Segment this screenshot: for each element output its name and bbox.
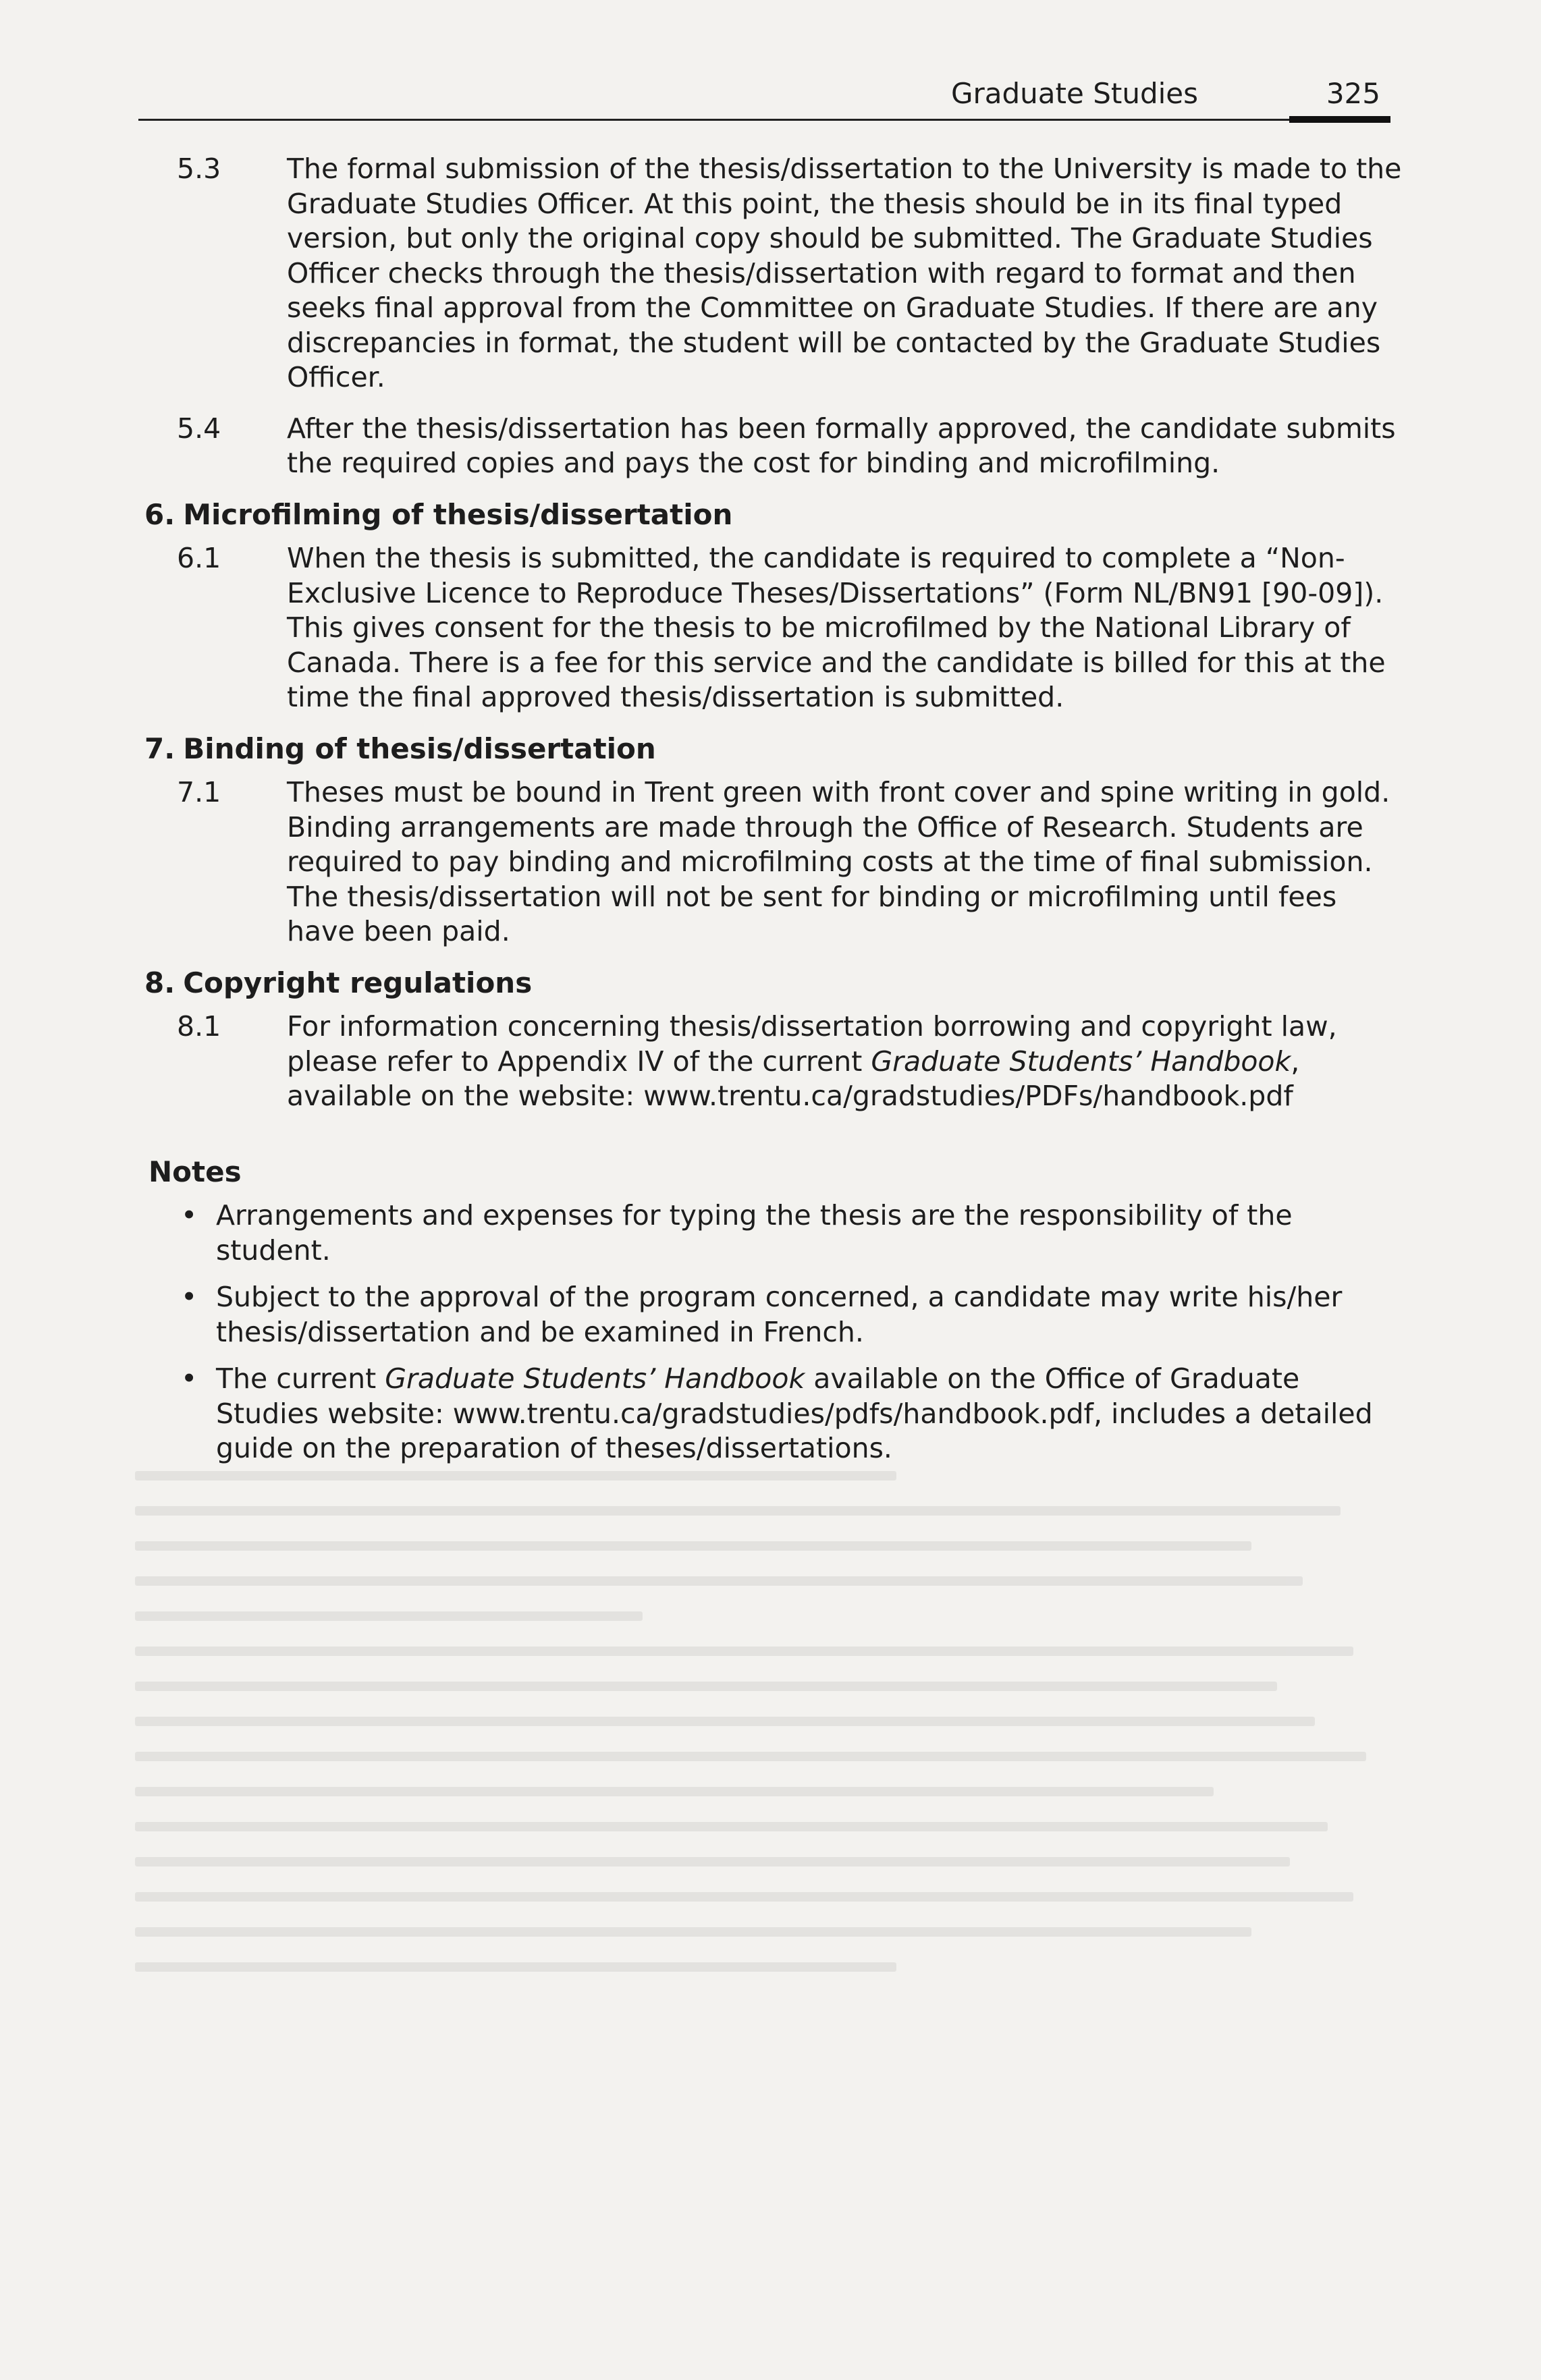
page-number: 325 (1326, 77, 1380, 110)
show-through-line (135, 1646, 1353, 1656)
item-text-part: , available on the website: www.trentu.ca/gradstudies/PDFs/handbook.pdf (287, 1045, 1300, 1112)
show-through-line (135, 1471, 896, 1480)
section-title: Copyright regulations (183, 966, 533, 999)
running-header (138, 73, 1390, 127)
item-text: When the thesis is submitted, the candidate is required to complete a “Non-Exclusive Licence to Reproduce Theses/Dissertations” (Form NL/BN91 [90-09]). This gives consent for the thesis to be microfilmed by the National Library of Canada. There is a fee for this service and the candidate is billed for this at the time the final approved thesis/dissertation is submitted. (287, 542, 1386, 713)
handbook-title: Graduate Students’ Handbook (385, 1362, 805, 1395)
show-through-line (135, 1717, 1315, 1726)
note-text (216, 1362, 1373, 1464)
list-item (135, 1198, 1404, 1268)
show-through-line (135, 1822, 1328, 1831)
show-through-line (135, 1787, 1214, 1796)
item-text-part: For information concerning thesis/dissertation borrowing and copyright law, please refer to Appendix IV of the current (287, 1010, 1337, 1078)
bullet-icon: • (181, 1281, 198, 1313)
section-heading-6 (144, 497, 1404, 532)
item-text (287, 1010, 1337, 1112)
item-5-4 (177, 412, 1404, 481)
item-6-1 (177, 541, 1404, 715)
show-through-line (135, 1892, 1353, 1902)
show-through-line (135, 1611, 643, 1621)
section-number: 7. (144, 731, 175, 765)
item-8-1 (177, 1009, 1404, 1114)
section-heading-8 (144, 966, 1404, 1001)
item-number: 6.1 (177, 542, 221, 574)
item-text: After the thesis/dissertation has been formally approved, the candidate submits the required copies and pays the cost for binding and microfilming. (287, 412, 1396, 479)
show-through-line (135, 1857, 1290, 1866)
show-through-line (135, 1682, 1277, 1691)
show-through-line (135, 1506, 1341, 1516)
item-number: 5.4 (177, 412, 221, 445)
show-through-line (135, 1962, 896, 1972)
show-through-texture (135, 1471, 1404, 2180)
item-number: 8.1 (177, 1010, 221, 1043)
show-through-line (135, 1541, 1251, 1551)
show-through-line (135, 1927, 1251, 1937)
page-body (135, 152, 1404, 1478)
list-item (135, 1362, 1404, 1466)
section-title: Binding of thesis/dissertation (183, 731, 656, 765)
note-text-part: The current (216, 1362, 385, 1395)
show-through-line (135, 1576, 1303, 1586)
section-number: 8. (144, 966, 175, 999)
item-text: Theses must be bound in Trent green with front cover and spine writing in gold. Binding arrangements are made through the Office of Research. Students are required to pay binding and microfilming costs at the time of final submission. The thesis/dissertation will not be sent for binding or microfilming until fees have been paid. (287, 776, 1390, 947)
item-5-3 (177, 152, 1404, 395)
notes-heading: Notes (148, 1155, 242, 1188)
section-number: 6. (144, 497, 175, 531)
item-number: 5.3 (177, 153, 221, 185)
header-rule-accent (1289, 116, 1390, 123)
item-text: The formal submission of the thesis/dissertation to the University is made to the Graduate Studies Officer. At this point, the thesis should be in its final typed version, but only the original copy should be submitted. The Graduate Studies Officer checks through the thesis/dissertation with regard to format and then seeks final approval from the Committee on Graduate Studies. If there are any discrepancies in format, the student will be contacted by the Graduate Studies Officer. (287, 153, 1402, 393)
header-rule (138, 119, 1390, 121)
handbook-title: Graduate Students’ Handbook (871, 1045, 1291, 1078)
item-7-1 (177, 775, 1404, 949)
section-title: Microfilming of thesis/dissertation (183, 497, 733, 531)
notes-list (135, 1198, 1404, 1466)
bullet-icon: • (181, 1362, 198, 1395)
note-text-part: available on the Office of Graduate Studies website: www.trentu.ca/gradstudies/pdfs/handbook.pdf, includes a detailed guide on the preparation of theses/dissertations. (216, 1362, 1373, 1464)
item-number: 7.1 (177, 776, 221, 808)
show-through-line (135, 1752, 1366, 1761)
section-heading-7 (144, 731, 1404, 767)
note-text: Subject to the approval of the program concerned, a candidate may write his/her thesis/dissertation and be examined in French. (216, 1281, 1343, 1348)
list-item (135, 1280, 1404, 1350)
note-text: Arrangements and expenses for typing the thesis are the responsibility of the student. (216, 1199, 1293, 1267)
running-title: Graduate Studies (950, 77, 1198, 110)
bullet-icon: • (181, 1199, 198, 1231)
